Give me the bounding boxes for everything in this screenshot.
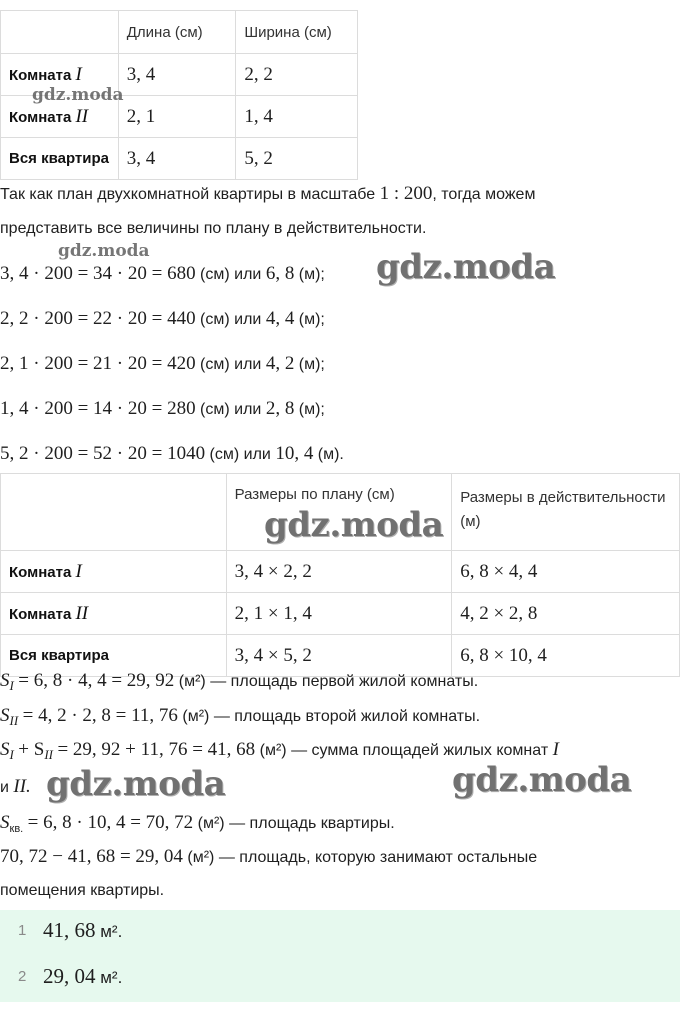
table-cell: 2, 1 — [118, 96, 236, 138]
answer-row — [0, 910, 680, 956]
intro-paragraph-line1: Так как план двухкомнатной квартиры в масштабе 1 : 200, тогда можем — [0, 183, 536, 204]
table-cell: 3, 4 × 5, 2 — [226, 635, 452, 677]
area-rest-line-cont: помещения квартиры. — [0, 882, 165, 899]
table-cell: 1, 4 — [236, 96, 358, 138]
row-label: Комната II — [1, 96, 119, 138]
table-row — [1, 551, 680, 593]
header-cell: Ширина (см) — [236, 11, 358, 54]
table-cell: 2, 1 × 1, 4 — [226, 593, 452, 635]
table-cell: 5, 2 — [236, 138, 358, 180]
table-cell: 3, 4 — [118, 54, 236, 96]
watermark-logo: gdz.moda — [452, 760, 632, 800]
calc-line: 5, 2 · 200 = 52 · 20 = 1040 (см) или 10, 4 (м). — [0, 443, 344, 464]
header-cell — [1, 474, 227, 551]
watermark-logo: gdz.moda — [264, 505, 444, 545]
table-row — [1, 593, 680, 635]
watermark-logo: gdz.moda — [46, 764, 226, 804]
answer-value: 41, 68 м². — [43, 918, 123, 942]
area-apartment-line: $S_{кв.} = 6$, 8 · 10, 4 = 70, 72 (м²) — площадь квартиры. — [0, 812, 395, 836]
header-cell — [1, 11, 119, 54]
watermark-logo: gdz.moda — [32, 85, 124, 105]
table-cell: 6, 8 × 10, 4 — [452, 635, 680, 677]
intro-paragraph-line2: представить все величины по плану в действительности. — [0, 220, 427, 237]
answer-number: 2 — [18, 968, 27, 985]
header-cell: Длина (см) — [118, 11, 236, 54]
calc-line: 2, 1 · 200 = 21 · 20 = 420 (см) или 4, 2 (м); — [0, 353, 325, 374]
answer-value: 29, 04 м². — [43, 964, 123, 988]
dimensions-real-table — [0, 473, 680, 677]
table-header-row — [1, 11, 358, 54]
table-cell: 3, 4 — [118, 138, 236, 180]
area-rest-line: 70, 72 − 41, 68 = 29, 04 (м²) — площадь, которую занимают остальные — [0, 846, 538, 867]
area-sum-line: $S_I + S_{II} = 29$, 92 + 11, 76 = 41, 68 (м²) — сумма площадей жилых комнат I — [0, 739, 559, 763]
row-label: Вся квартира — [1, 635, 227, 677]
table-cell: 6, 8 × 4, 4 — [452, 551, 680, 593]
row-label: Комната II — [1, 593, 227, 635]
table-cell: 2, 2 — [236, 54, 358, 96]
table-cell: 3, 4 × 2, 2 — [226, 551, 452, 593]
answer-row — [0, 956, 680, 1002]
watermark-logo: gdz.moda — [376, 247, 556, 287]
area-sum-line-cont: и II. — [0, 776, 31, 797]
answer-number: 1 — [18, 922, 27, 939]
row-label: Вся квартира — [1, 138, 119, 180]
table-row — [1, 138, 358, 180]
area-room2-line: $S_{II} = 4$, 2 · 2, 8 = 11, 76 (м²) — площадь второй жилой комнаты. — [0, 705, 481, 729]
watermark-logo: gdz.moda — [58, 241, 150, 261]
area-room1-line: $S_I = 6$, 8 · 4, 4 = 29, 92 (м²) — площадь первой жилой комнаты. — [0, 670, 479, 694]
calc-line: 3, 4 · 200 = 34 · 20 = 680 (см) или 6, 8 (м); — [0, 263, 325, 284]
row-label: Комната I — [1, 54, 119, 96]
header-cell: Размеры по плану (см) — [226, 474, 452, 551]
header-cell: Размеры в действительности (м) — [452, 474, 680, 551]
calc-line: 1, 4 · 200 = 14 · 20 = 280 (см) или 2, 8 (м); — [0, 398, 325, 419]
row-label: Комната I — [1, 551, 227, 593]
table-cell: 4, 2 × 2, 8 — [452, 593, 680, 635]
calc-line: 2, 2 · 200 = 22 · 20 = 440 (см) или 4, 4 (м); — [0, 308, 325, 329]
